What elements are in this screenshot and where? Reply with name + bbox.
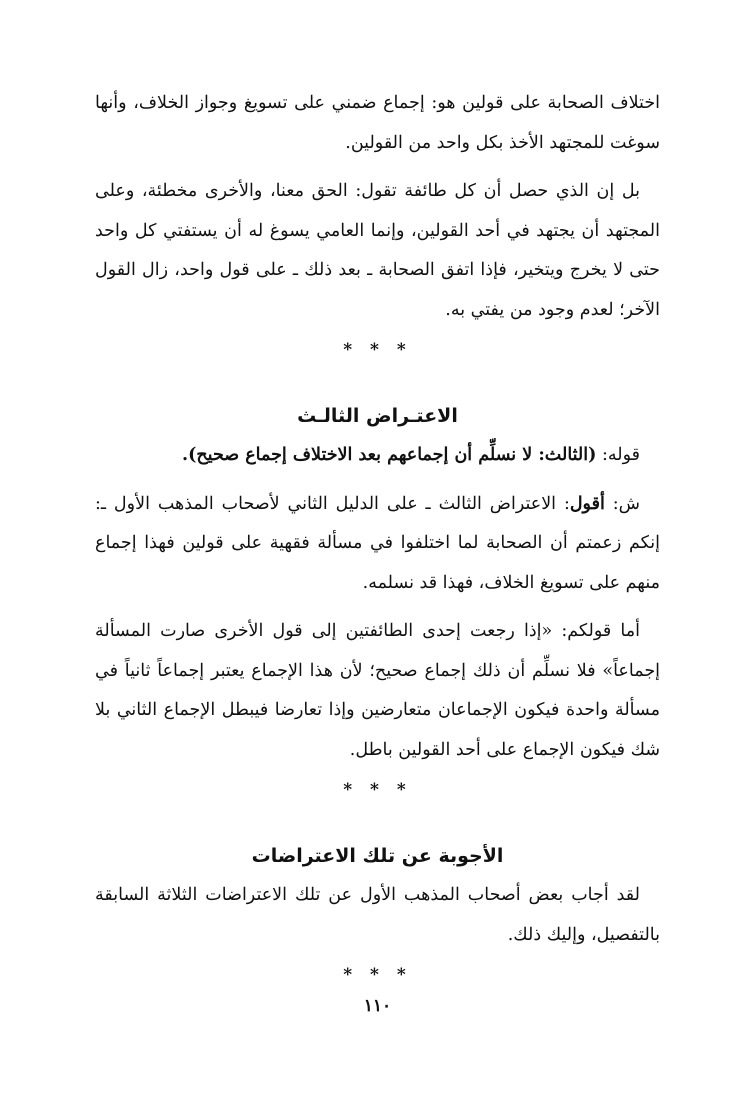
- section-separator-1: * * *: [343, 340, 412, 360]
- section-separator-2: * * *: [343, 780, 412, 800]
- page-body: [95, 84, 660, 993]
- heading-answers: الأجوبة عن تلك الاعتراضات: [251, 845, 504, 867]
- paragraph-answers: لقد أجاب بعض أصحاب المذهب الأول عن تلك الاعتراضات الثلاثة السابقة بالتفصيل، وإليك ذلك.: [95, 885, 660, 945]
- paragraph-quote: [95, 436, 660, 476]
- paragraph-2: بل إن الذي حصل أن كل طائفة تقول: الحق معنا، والأخرى مخطئة، وعلى المجتهد أن يجتهد في أحد القولين، وإنما العامي يسوغ له أن يستفتي كل واحد حتى لا يخرج ويتخير، فإذا اتفق الصحابة ـ بعد ذلك ـ على قول واحد، زال القول الآخر؛ لعدم وجود من يفتي به.: [95, 181, 660, 320]
- commentary-rest: : الاعتراض الثالث ـ على الدليل الثاني لأصحاب المذهب الأول ـ: إنكم زعمتم أن الصحابة لما اختلفوا في مسألة فقهية على قولين فهذا إجماع منهم على تسويغ الخلاف، فهذا قد نسلمه.: [95, 493, 660, 593]
- page-number: ١١٠: [363, 996, 392, 1016]
- paragraph-1: اختلاف الصحابة على قولين هو: إجماع ضمني على تسويغ وجواز الخلاف، وأنها سوغت للمجتهد الأخذ بكل واحد من القولين.: [95, 93, 660, 153]
- commentary-prefix: ش:: [604, 493, 640, 514]
- section-separator-3: * * *: [343, 965, 412, 985]
- quote-bold: (الثالث: لا نسلِّم أن إجماعهم بعد الاختلاف إجماع صحيح).: [182, 445, 597, 465]
- commentary-bold: أقول: [569, 493, 605, 514]
- paragraph-commentary: [95, 485, 660, 604]
- heading-third-objection: الاعتـراض الثالـث: [297, 405, 458, 427]
- quote-prefix: قوله:: [596, 445, 640, 465]
- paragraph-reply: أما قولكم: «إذا رجعت إحدى الطائفتين إلى قول الأخرى صارت المسألة إجماعاً» فلا نسلِّم أن ذلك إجماع صحيح؛ لأن هذا الإجماع يعتبر إجماعاً ثانياً في مسألة واحدة فيكون الإجماعان متعارضين وإذا تعارضا فيبطل الإجماع الثاني بلا شك فيكون الإجماع على أحد القولين باطل.: [95, 621, 660, 760]
